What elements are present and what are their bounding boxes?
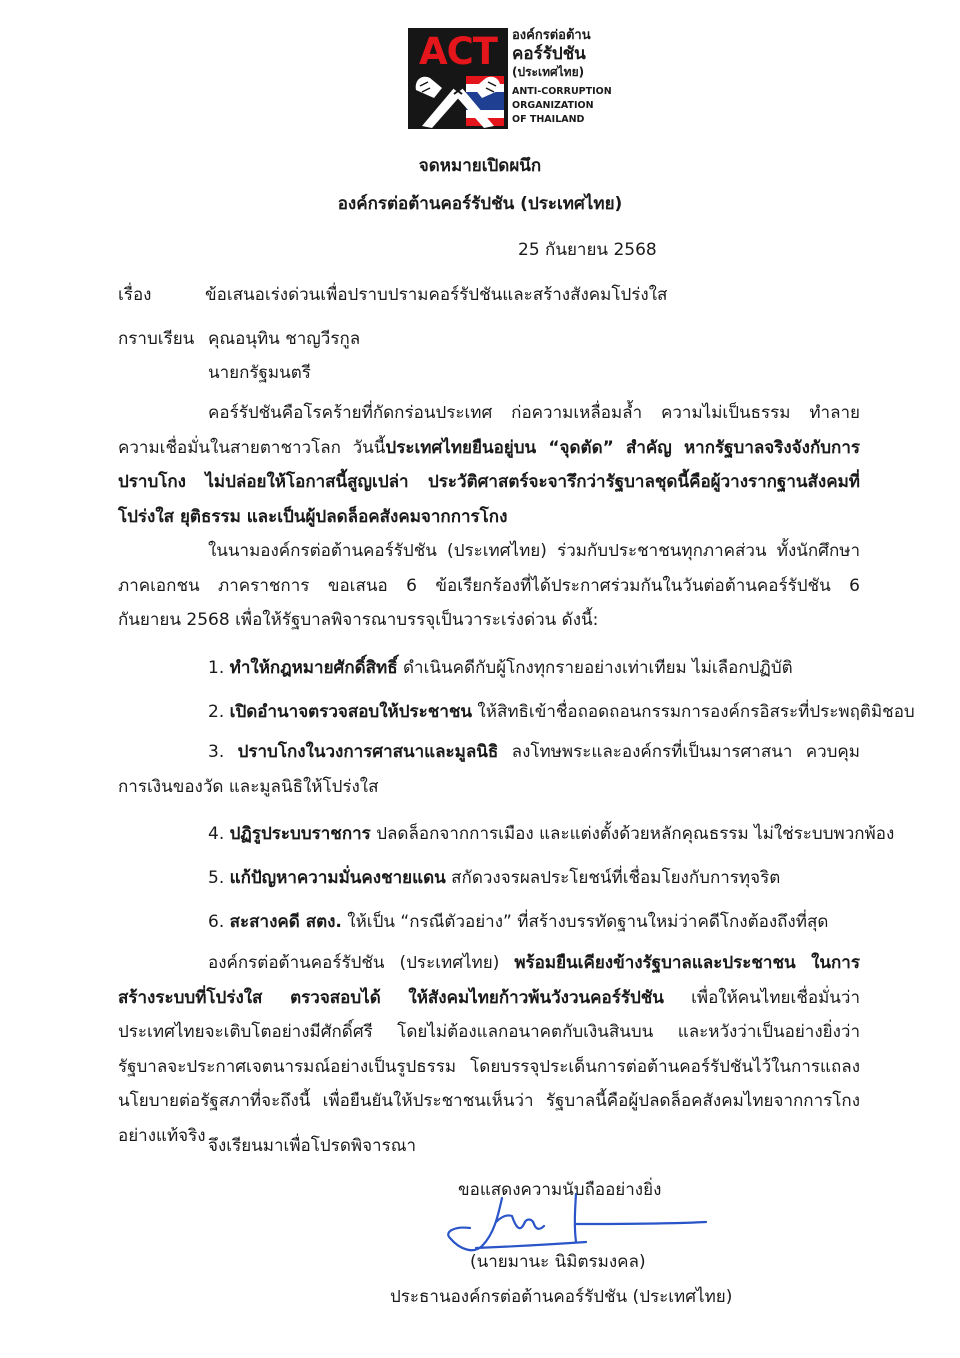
subject-label: เรื่อง — [118, 285, 152, 305]
signatory-title: ประธานองค์กรต่อต้านคอร์รัปชัน (ประเทศไทย) — [390, 1287, 733, 1307]
demand-detail: ให้เป็น “กรณีตัวอย่าง” ที่สร้างบรรทัดฐานใหม่ว่าคดีโกงต้องถึงที่สุด — [341, 912, 829, 932]
demand-title: สะสางคดี สตง. — [229, 912, 342, 932]
demand-detail: ลงโทษพระและองค์กรที่เป็นมารศาสนา ควบคุมการเงินของวัด และมูลนิธิให้โปร่งใส — [118, 742, 861, 797]
recipient-label: กราบเรียน — [118, 329, 195, 349]
demand-item — [208, 820, 894, 847]
demand-title: ปราบโกงในวงการศาสนาและมูลนิธิ — [237, 742, 499, 762]
demand-title: เปิดอำนาจตรวจสอบให้ประชาชน — [229, 702, 473, 722]
demand-item — [208, 654, 793, 681]
demand-title: ปฏิรูประบบราชการ — [229, 824, 371, 844]
demand-number: 1. — [208, 658, 225, 678]
demand-detail: ดำเนินคดีกับผู้โกงทุกรายอย่างเท่าเทียม ไม่เลือกปฏิบัติ — [397, 658, 793, 678]
demand-number: 4. — [208, 824, 225, 844]
logo-en-line1: ANTI-CORRUPTION — [512, 86, 612, 97]
paragraph-intro — [118, 396, 860, 534]
letter-subtitle: องค์กรต่อต้านคอร์รัปชัน (ประเทศไทย) — [337, 194, 623, 214]
logo-thai-line3: (ประเทศไทย) — [512, 65, 585, 79]
signature-regards: ขอแสดงความนับถืออย่างยิ่ง — [458, 1180, 662, 1200]
logo-act-text: ACT — [418, 30, 498, 73]
letter-date: 25 กันยายน 2568 — [518, 240, 657, 260]
letter-title: จดหมายเปิดผนึก — [418, 156, 542, 176]
paragraph-conclusion-text-2: เพื่อให้คนไทยเชื่อมั่นว่า ประเทศไทยจะเติบโตอย่างมีศักดิ์ศรี โดยไม่ต้องแลกอนาคตกับเงินสินบน และหวังว่าเป็นอย่างยิ่งว่ารัฐบาลจะประกาศเจตนารมณ์อย่างเป็นรูปธรรม โดยบรรจุประเด็นการต่อต้านคอร์รัปชันไว้ในการแถลงนโยบายต่อรัฐสภาที่จะถึงนี้ เพื่อยืนยันให้ประชาชนเห็นว่า รัฐบาลนี้คือผู้ปลดล็อคสังคมไทยจากการโกงอย่างแท้จริง — [118, 987, 860, 1146]
demand-number: 2. — [208, 702, 225, 722]
demand-item — [118, 735, 860, 804]
paragraph-conclusion — [118, 946, 860, 1153]
paragraph-demands-intro: ในนามองค์กรต่อต้านคอร์รัปชัน (ประเทศไทย) ร่วมกับประชาชนทุกภาคส่วน ทั้งนักศึกษา ภาคเอกชน ภาคราชการ ขอเสนอ 6 ข้อเรียกร้องที่ได้ประกาศร่วมกันในวันต่อต้านคอร์รัปชัน 6 กันยายน 2568 เพื่อให้รัฐบาลพิจารณาบรรจุเป็นวาระเร่งด่วน ดังนี้: — [118, 541, 860, 630]
demand-number: 5. — [208, 868, 225, 888]
recipient-name: คุณอนุทิน ชาญวีรกูล — [208, 329, 361, 349]
paragraph-intro-emphasis: ประเทศไทยยืนอยู่บน “จุดตัด” สำคัญ หากรัฐบาลจริงจังกับการปราบโกง ไม่ปล่อยให้โอกาสนี้สูญเปล่า ประวัติศาสตร์จะจารึกว่ารัฐบาลชุดนี้คือผู้วางรากฐานสังคมที่โปร่งใส ยุติธรรม และเป็นผู้ปลดล็อคสังคมจากการโกง — [118, 437, 860, 527]
act-logo — [408, 28, 612, 129]
recipient-position: นายกรัฐมนตรี — [208, 363, 311, 383]
demand-item — [208, 864, 780, 891]
demand-title: แก้ปัญหาความมั่นคงชายแดน — [229, 868, 446, 888]
logo-wordmark — [512, 28, 612, 127]
logo-en-line2: ORGANIZATION — [512, 100, 594, 111]
paragraph-conclusion-emphasis: พร้อมยืนเคียงข้างรัฐบาลและประชาชน ในการสร้างระบบที่โปร่งใส ตรวจสอบได้ ให้สังคมไทยก้าวพ้นวังวนคอร์รัปชัน — [118, 953, 860, 1008]
paragraph-conclusion-text-1: องค์กรต่อต้านคอร์รัปชัน (ประเทศไทย) — [208, 953, 515, 973]
logo-en-line3: OF THAILAND — [512, 114, 585, 125]
demand-number: 3. — [208, 742, 225, 762]
demand-detail: สกัดวงจรผลประโยชน์ที่เชื่อมโยงกับการทุจริต — [445, 868, 781, 888]
demand-detail: ให้สิทธิเข้าชื่อถอดถอนกรรมการองค์กรอิสระที่ประพฤติมิชอบ — [472, 702, 915, 722]
demand-number: 6. — [208, 912, 225, 932]
subject-text: ข้อเสนอเร่งด่วนเพื่อปราบปรามคอร์รัปชันและสร้างสังคมโปร่งใส — [205, 285, 668, 305]
closing-line: จึงเรียนมาเพื่อโปรดพิจารณา — [208, 1136, 417, 1156]
logo-thai-line2: คอร์รัปชัน — [512, 44, 586, 64]
paragraph-intro-text: คอร์รัปชันคือโรคร้ายที่กัดกร่อนประเทศ ก่อความเหลื่อมล้ำ ความไม่เป็นธรรม ทำลายความเชื่อมั่นในสายตาชาวโลก วันนี้ — [118, 403, 860, 458]
demand-item — [208, 908, 828, 935]
logo-thai-line1: องค์กรต่อต้าน — [512, 28, 591, 43]
demand-detail: ปลดล็อกจากการเมือง และแต่งตั้งด้วยหลักคุณธรรม ไม่ใช่ระบบพวกพ้อง — [370, 824, 895, 844]
logo-mark — [408, 28, 508, 129]
demand-title: ทำให้กฎหมายศักดิ์สิทธิ์ — [229, 658, 398, 678]
demand-item — [208, 698, 915, 725]
signatory-name: (นายมานะ นิมิตรมงคล) — [470, 1252, 646, 1272]
